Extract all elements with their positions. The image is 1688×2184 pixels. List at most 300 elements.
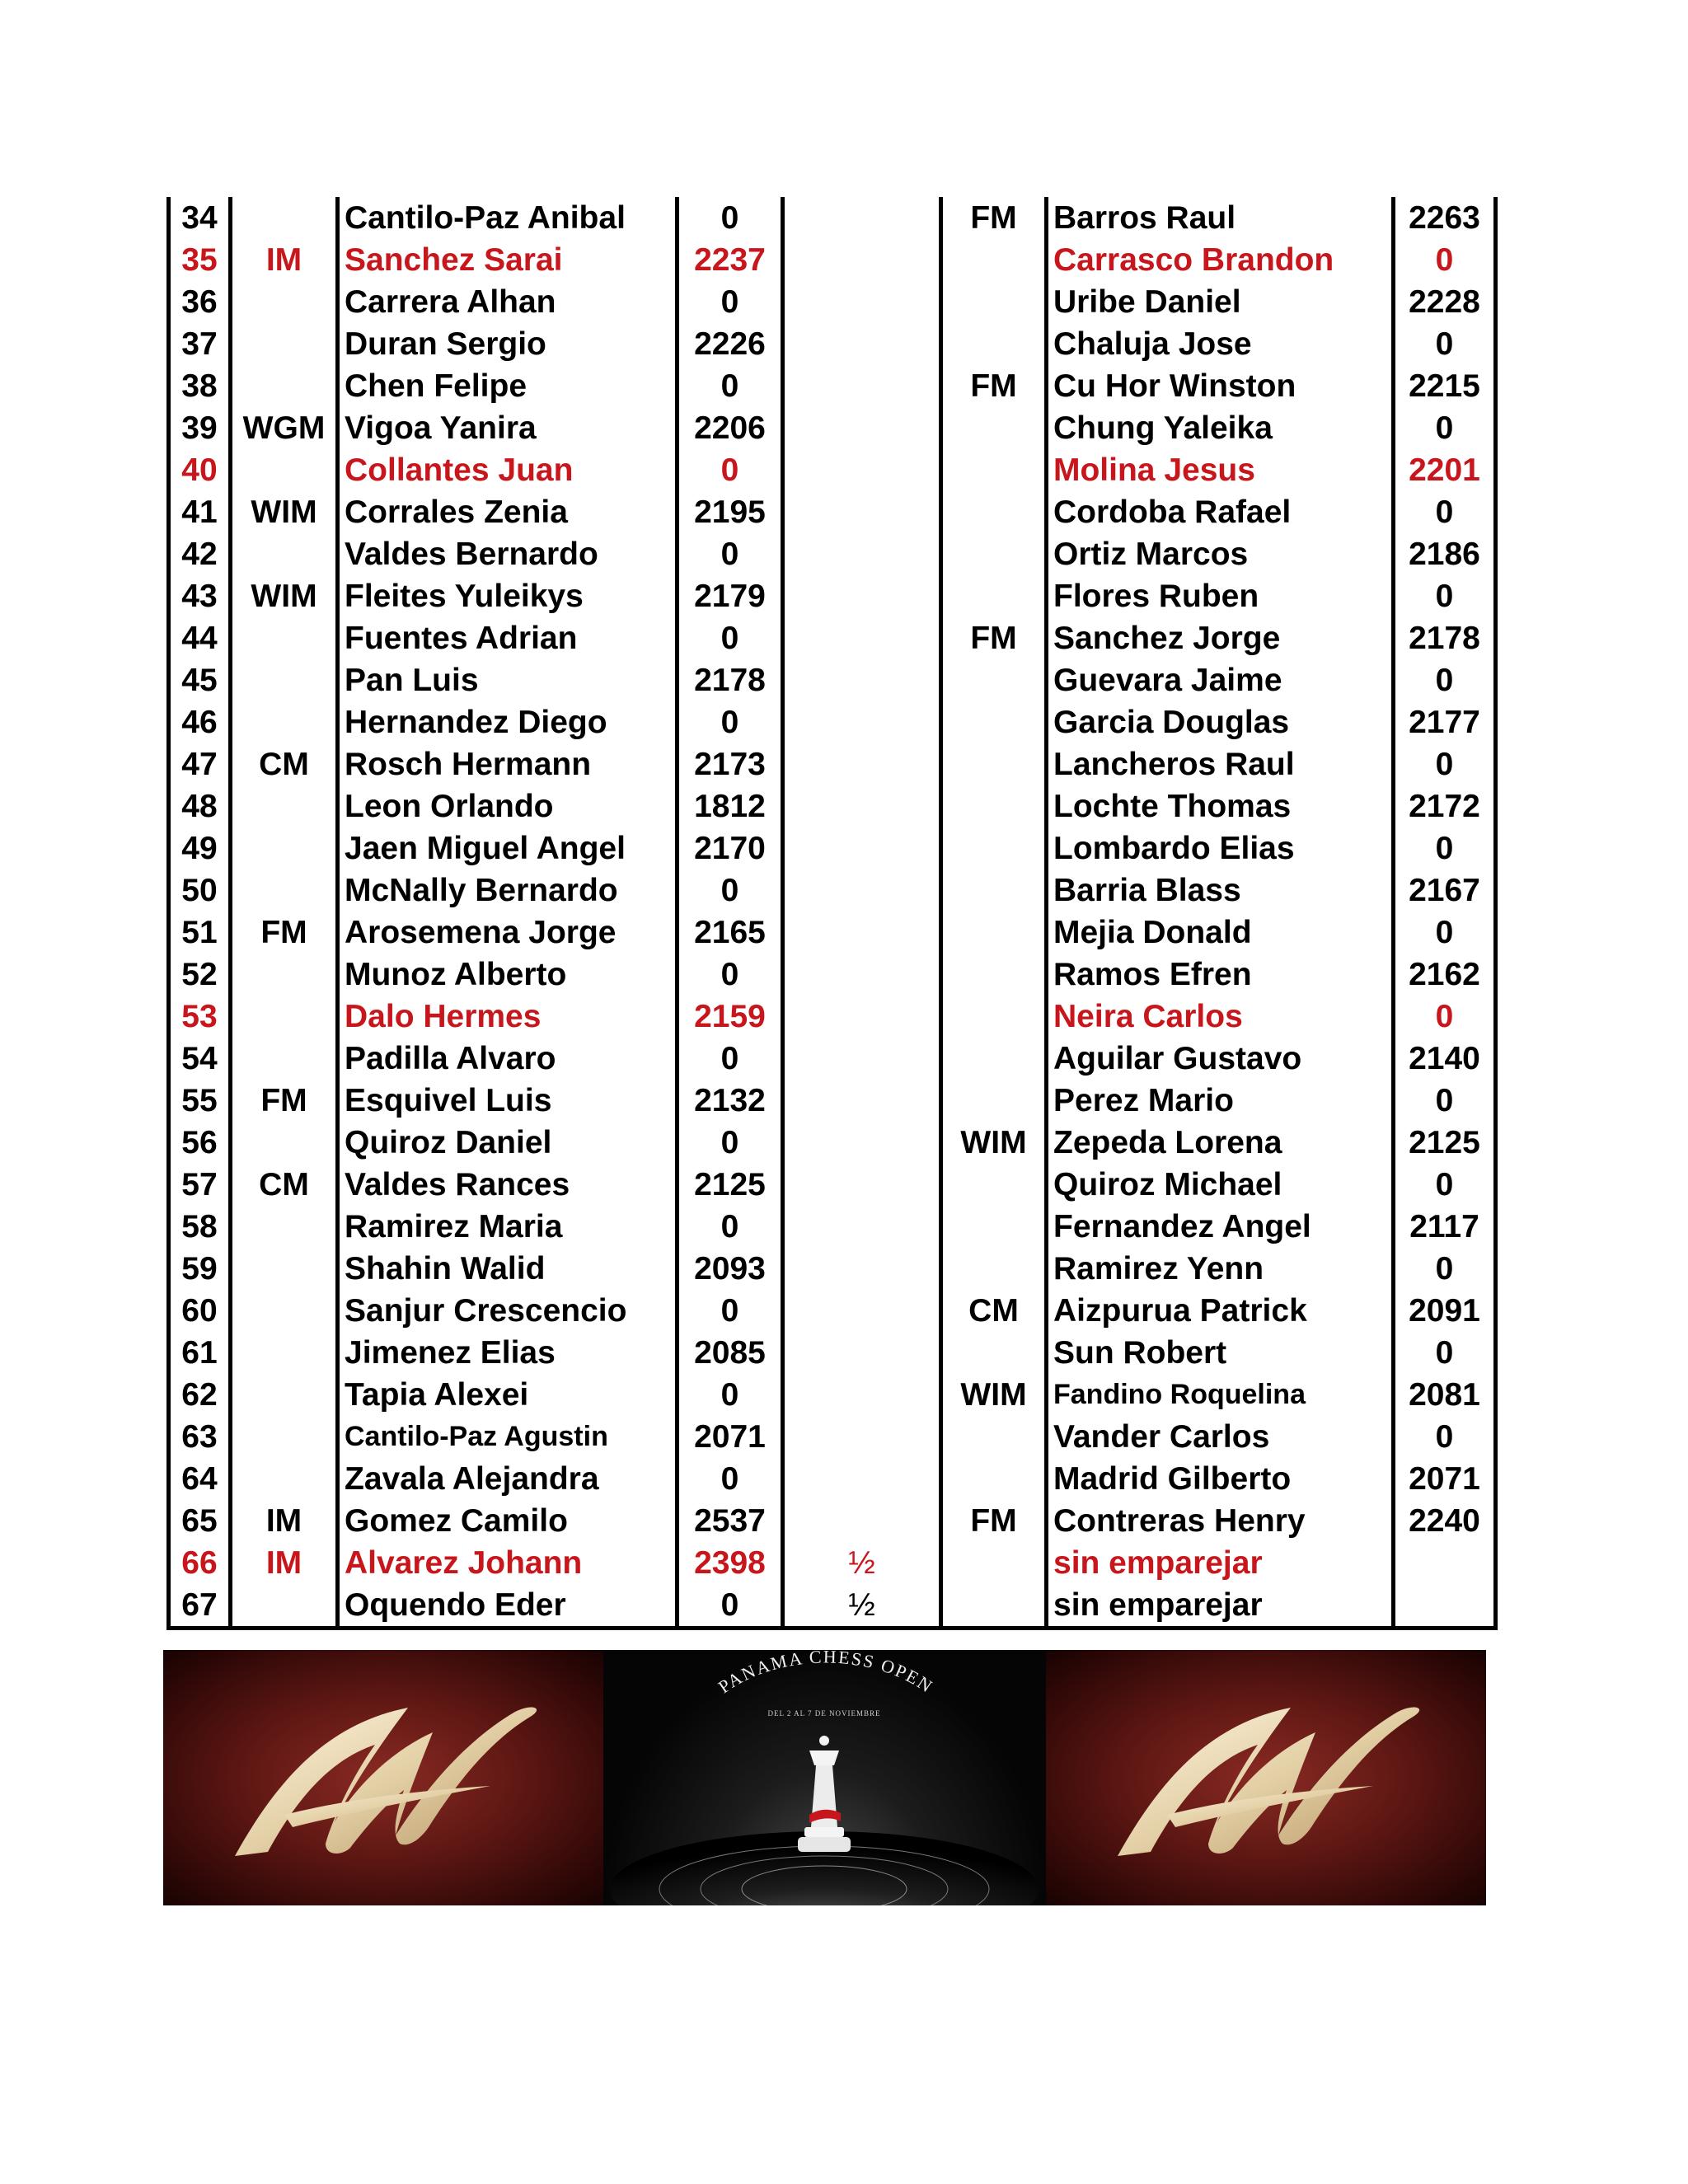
tournament-banner xyxy=(163,1650,1486,1905)
white-player: Jaen Miguel Angel xyxy=(338,827,678,869)
result xyxy=(783,1416,941,1458)
white-rating: 0 xyxy=(678,1458,783,1500)
black-player: Contreras Henry xyxy=(1047,1500,1394,1542)
pairing-row xyxy=(169,912,1496,954)
black-player: Chung Yaleika xyxy=(1047,407,1394,449)
pairing-row xyxy=(169,1458,1496,1500)
board-number: 53 xyxy=(169,996,231,1038)
board-number: 49 xyxy=(169,827,231,869)
result xyxy=(783,869,941,912)
pairing-row xyxy=(169,1206,1496,1248)
board-number: 58 xyxy=(169,1206,231,1248)
board-number: 65 xyxy=(169,1500,231,1542)
white-title xyxy=(231,1332,338,1374)
result xyxy=(783,1080,941,1122)
white-player: Collantes Juan xyxy=(338,449,678,491)
board-number: 40 xyxy=(169,449,231,491)
pairing-row xyxy=(169,617,1496,659)
white-player: Esquivel Luis xyxy=(338,1080,678,1122)
white-title: WGM xyxy=(231,407,338,449)
pairing-row xyxy=(169,365,1496,407)
black-title xyxy=(941,954,1047,996)
white-rating: 0 xyxy=(678,449,783,491)
result xyxy=(783,827,941,869)
black-rating xyxy=(1394,1584,1496,1629)
black-rating: 0 xyxy=(1394,1332,1496,1374)
board-number: 60 xyxy=(169,1290,231,1332)
white-title: FM xyxy=(231,912,338,954)
white-title xyxy=(231,197,338,239)
white-title: IM xyxy=(231,1500,338,1542)
white-title xyxy=(231,996,338,1038)
white-player: Rosch Hermann xyxy=(338,743,678,785)
black-player: Garcia Douglas xyxy=(1047,701,1394,743)
black-title xyxy=(941,1206,1047,1248)
black-player: Sanchez Jorge xyxy=(1047,617,1394,659)
white-rating: 0 xyxy=(678,1290,783,1332)
white-title xyxy=(231,449,338,491)
white-rating: 2195 xyxy=(678,491,783,533)
white-player: Munoz Alberto xyxy=(338,954,678,996)
black-player: Ortiz Marcos xyxy=(1047,533,1394,575)
black-player: Ramirez Yenn xyxy=(1047,1248,1394,1290)
white-title xyxy=(231,659,338,701)
white-player: Cantilo-Paz Agustin xyxy=(338,1416,678,1458)
result xyxy=(783,239,941,281)
pairing-row xyxy=(169,659,1496,701)
pairing-row xyxy=(169,827,1496,869)
result xyxy=(783,1374,941,1416)
white-player: Leon Orlando xyxy=(338,785,678,827)
black-player: Sun Robert xyxy=(1047,1332,1394,1374)
black-player: Fandino Roquelina xyxy=(1047,1374,1394,1416)
white-rating: 2226 xyxy=(678,323,783,365)
white-player: Dalo Hermes xyxy=(338,996,678,1038)
white-player: Ramirez Maria xyxy=(338,1206,678,1248)
board-number: 39 xyxy=(169,407,231,449)
black-rating: 2140 xyxy=(1394,1038,1496,1080)
white-title xyxy=(231,954,338,996)
white-rating: 0 xyxy=(678,197,783,239)
black-title: FM xyxy=(941,1500,1047,1542)
white-player: Padilla Alvaro xyxy=(338,1038,678,1080)
svg-text:PANAMA CHESS OPEN: PANAMA CHESS OPEN xyxy=(714,1650,938,1698)
board-number: 43 xyxy=(169,575,231,617)
white-rating: 2071 xyxy=(678,1416,783,1458)
black-title: FM xyxy=(941,617,1047,659)
black-rating: 2091 xyxy=(1394,1290,1496,1332)
white-player: Valdes Rances xyxy=(338,1164,678,1206)
white-title: WIM xyxy=(231,575,338,617)
result xyxy=(783,575,941,617)
black-player: Lancheros Raul xyxy=(1047,743,1394,785)
result xyxy=(783,1458,941,1500)
black-player: Guevara Jaime xyxy=(1047,659,1394,701)
board-number: 44 xyxy=(169,617,231,659)
black-rating: 2167 xyxy=(1394,869,1496,912)
board-number: 59 xyxy=(169,1248,231,1290)
board-number: 47 xyxy=(169,743,231,785)
black-player: sin emparejar xyxy=(1047,1584,1394,1629)
black-player: Flores Ruben xyxy=(1047,575,1394,617)
black-rating: 2125 xyxy=(1394,1122,1496,1164)
white-player: Vigoa Yanira xyxy=(338,407,678,449)
white-player: Zavala Alejandra xyxy=(338,1458,678,1500)
black-player: Lombardo Elias xyxy=(1047,827,1394,869)
pairing-row xyxy=(169,323,1496,365)
white-player: Alvarez Johann xyxy=(338,1542,678,1584)
white-rating: 0 xyxy=(678,1122,783,1164)
black-title: WIM xyxy=(941,1122,1047,1164)
white-rating: 0 xyxy=(678,701,783,743)
board-number: 42 xyxy=(169,533,231,575)
white-title xyxy=(231,1416,338,1458)
black-rating: 0 xyxy=(1394,996,1496,1038)
white-player: Hernandez Diego xyxy=(338,701,678,743)
black-title xyxy=(941,1542,1047,1584)
result xyxy=(783,701,941,743)
svg-text:DEL 2 AL 7 DE NOVIEMBRE: DEL 2 AL 7 DE NOVIEMBRE xyxy=(767,1709,881,1718)
black-player: Mejia Donald xyxy=(1047,912,1394,954)
white-rating: 0 xyxy=(678,1374,783,1416)
pairing-row xyxy=(169,1374,1496,1416)
board-number: 36 xyxy=(169,281,231,323)
banner-center-panel xyxy=(603,1650,1046,1905)
black-rating: 2177 xyxy=(1394,701,1496,743)
black-player: Lochte Thomas xyxy=(1047,785,1394,827)
pairings-body xyxy=(169,197,1496,1629)
black-title xyxy=(941,1038,1047,1080)
white-rating: 2165 xyxy=(678,912,783,954)
result: ½ xyxy=(783,1542,941,1584)
black-rating: 2081 xyxy=(1394,1374,1496,1416)
pairing-row xyxy=(169,1080,1496,1122)
white-title xyxy=(231,533,338,575)
result xyxy=(783,449,941,491)
av-logo-icon xyxy=(218,1683,548,1872)
result xyxy=(783,912,941,954)
black-player: Aguilar Gustavo xyxy=(1047,1038,1394,1080)
black-player: Molina Jesus xyxy=(1047,449,1394,491)
black-rating: 0 xyxy=(1394,575,1496,617)
white-player: Sanjur Crescencio xyxy=(338,1290,678,1332)
black-title xyxy=(941,575,1047,617)
pairing-row xyxy=(169,533,1496,575)
white-rating: 2206 xyxy=(678,407,783,449)
black-title xyxy=(941,996,1047,1038)
white-rating: 0 xyxy=(678,954,783,996)
black-rating: 2172 xyxy=(1394,785,1496,827)
result xyxy=(783,323,941,365)
board-number: 41 xyxy=(169,491,231,533)
black-player: Vander Carlos xyxy=(1047,1416,1394,1458)
white-player: Jimenez Elias xyxy=(338,1332,678,1374)
white-player: McNally Bernardo xyxy=(338,869,678,912)
white-rating: 2170 xyxy=(678,827,783,869)
result xyxy=(783,617,941,659)
white-rating: 2132 xyxy=(678,1080,783,1122)
banner-left-panel xyxy=(163,1650,603,1905)
result xyxy=(783,954,941,996)
black-rating: 2263 xyxy=(1394,197,1496,239)
white-rating: 0 xyxy=(678,281,783,323)
white-player: Duran Sergio xyxy=(338,323,678,365)
black-title xyxy=(941,701,1047,743)
pairing-row xyxy=(169,407,1496,449)
white-player: Gomez Camilo xyxy=(338,1500,678,1542)
black-title xyxy=(941,533,1047,575)
result xyxy=(783,491,941,533)
board-number: 67 xyxy=(169,1584,231,1629)
result: ½ xyxy=(783,1584,941,1629)
result xyxy=(783,1290,941,1332)
white-rating: 2173 xyxy=(678,743,783,785)
pairing-row xyxy=(169,1164,1496,1206)
black-player: Barros Raul xyxy=(1047,197,1394,239)
white-title: CM xyxy=(231,743,338,785)
pairing-row xyxy=(169,743,1496,785)
black-player: Cu Hor Winston xyxy=(1047,365,1394,407)
black-title xyxy=(941,323,1047,365)
pairing-row xyxy=(169,281,1496,323)
result xyxy=(783,659,941,701)
white-rating: 2179 xyxy=(678,575,783,617)
white-player: Fuentes Adrian xyxy=(338,617,678,659)
black-title xyxy=(941,1416,1047,1458)
black-player: Zepeda Lorena xyxy=(1047,1122,1394,1164)
white-title xyxy=(231,1122,338,1164)
pairing-row xyxy=(169,996,1496,1038)
black-rating: 0 xyxy=(1394,407,1496,449)
result xyxy=(783,365,941,407)
white-title xyxy=(231,1458,338,1500)
pairing-row xyxy=(169,239,1496,281)
black-rating: 2228 xyxy=(1394,281,1496,323)
result xyxy=(783,996,941,1038)
board-number: 52 xyxy=(169,954,231,996)
board-number: 63 xyxy=(169,1416,231,1458)
white-title: FM xyxy=(231,1080,338,1122)
pairing-row xyxy=(169,954,1496,996)
white-player: Pan Luis xyxy=(338,659,678,701)
result xyxy=(783,1122,941,1164)
black-player: Cordoba Rafael xyxy=(1047,491,1394,533)
black-rating: 0 xyxy=(1394,1416,1496,1458)
black-rating: 0 xyxy=(1394,323,1496,365)
pairing-row xyxy=(169,1584,1496,1629)
pairing-row xyxy=(169,701,1496,743)
black-title xyxy=(941,239,1047,281)
black-title xyxy=(941,1080,1047,1122)
black-rating: 0 xyxy=(1394,912,1496,954)
white-title xyxy=(231,1374,338,1416)
result xyxy=(783,1038,941,1080)
white-rating: 2125 xyxy=(678,1164,783,1206)
black-title xyxy=(941,491,1047,533)
pairing-row xyxy=(169,785,1496,827)
banner-right-panel xyxy=(1046,1650,1486,1905)
white-player: Tapia Alexei xyxy=(338,1374,678,1416)
black-title xyxy=(941,449,1047,491)
black-title xyxy=(941,1584,1047,1629)
result xyxy=(783,1500,941,1542)
black-player: Aizpurua Patrick xyxy=(1047,1290,1394,1332)
black-title xyxy=(941,659,1047,701)
white-rating: 0 xyxy=(678,1206,783,1248)
black-player: Fernandez Angel xyxy=(1047,1206,1394,1248)
white-player: Fleites Yuleikys xyxy=(338,575,678,617)
black-title: FM xyxy=(941,365,1047,407)
pairing-row xyxy=(169,1038,1496,1080)
black-title: FM xyxy=(941,197,1047,239)
black-rating: 2178 xyxy=(1394,617,1496,659)
white-rating: 0 xyxy=(678,869,783,912)
pairing-row xyxy=(169,197,1496,239)
white-title: CM xyxy=(231,1164,338,1206)
result xyxy=(783,533,941,575)
white-title xyxy=(231,1038,338,1080)
board-number: 54 xyxy=(169,1038,231,1080)
pairing-row xyxy=(169,1332,1496,1374)
white-title xyxy=(231,617,338,659)
white-title: WIM xyxy=(231,491,338,533)
black-title xyxy=(941,1164,1047,1206)
result xyxy=(783,743,941,785)
white-title xyxy=(231,1290,338,1332)
board-number: 34 xyxy=(169,197,231,239)
white-player: Sanchez Sarai xyxy=(338,239,678,281)
white-rating: 2237 xyxy=(678,239,783,281)
white-player: Oquendo Eder xyxy=(338,1584,678,1629)
result xyxy=(783,785,941,827)
board-number: 48 xyxy=(169,785,231,827)
board-number: 50 xyxy=(169,869,231,912)
black-rating: 2071 xyxy=(1394,1458,1496,1500)
white-title xyxy=(231,869,338,912)
white-player: Arosemena Jorge xyxy=(338,912,678,954)
white-player: Cantilo-Paz Anibal xyxy=(338,197,678,239)
white-title xyxy=(231,1248,338,1290)
black-player: Carrasco Brandon xyxy=(1047,239,1394,281)
white-rating: 0 xyxy=(678,617,783,659)
pairing-row xyxy=(169,1290,1496,1332)
black-title xyxy=(941,1248,1047,1290)
white-rating: 2159 xyxy=(678,996,783,1038)
white-rating: 2398 xyxy=(678,1542,783,1584)
pairing-row xyxy=(169,449,1496,491)
white-title xyxy=(231,1206,338,1248)
white-player: Quiroz Daniel xyxy=(338,1122,678,1164)
black-player: Neira Carlos xyxy=(1047,996,1394,1038)
black-player: Quiroz Michael xyxy=(1047,1164,1394,1206)
white-rating: 2085 xyxy=(678,1332,783,1374)
white-player: Corrales Zenia xyxy=(338,491,678,533)
white-title xyxy=(231,323,338,365)
white-title xyxy=(231,827,338,869)
chess-open-seal xyxy=(603,1650,1046,1905)
board-number: 46 xyxy=(169,701,231,743)
black-title xyxy=(941,407,1047,449)
result xyxy=(783,1206,941,1248)
black-title xyxy=(941,1332,1047,1374)
black-rating: 0 xyxy=(1394,659,1496,701)
white-rating: 2537 xyxy=(678,1500,783,1542)
result xyxy=(783,1164,941,1206)
black-rating: 0 xyxy=(1394,827,1496,869)
white-rating: 1812 xyxy=(678,785,783,827)
black-title xyxy=(941,785,1047,827)
board-number: 57 xyxy=(169,1164,231,1206)
black-rating: 2201 xyxy=(1394,449,1496,491)
black-player: Chaluja Jose xyxy=(1047,323,1394,365)
pairing-row xyxy=(169,1500,1496,1542)
white-title xyxy=(231,281,338,323)
white-player: Carrera Alhan xyxy=(338,281,678,323)
black-title: CM xyxy=(941,1290,1047,1332)
board-number: 56 xyxy=(169,1122,231,1164)
black-title xyxy=(941,869,1047,912)
board-number: 38 xyxy=(169,365,231,407)
black-rating: 2117 xyxy=(1394,1206,1496,1248)
black-title: WIM xyxy=(941,1374,1047,1416)
black-title xyxy=(941,912,1047,954)
white-title xyxy=(231,1584,338,1629)
white-rating: 0 xyxy=(678,365,783,407)
av-logo-icon xyxy=(1101,1683,1431,1872)
black-rating: 0 xyxy=(1394,1248,1496,1290)
pairing-row xyxy=(169,1416,1496,1458)
black-title xyxy=(941,827,1047,869)
white-rating: 2178 xyxy=(678,659,783,701)
pairing-row xyxy=(169,491,1496,533)
pairing-row xyxy=(169,575,1496,617)
result xyxy=(783,1332,941,1374)
black-rating xyxy=(1394,1542,1496,1584)
black-rating: 0 xyxy=(1394,743,1496,785)
board-number: 51 xyxy=(169,912,231,954)
black-rating: 2162 xyxy=(1394,954,1496,996)
white-player: Shahin Walid xyxy=(338,1248,678,1290)
black-title xyxy=(941,281,1047,323)
board-number: 66 xyxy=(169,1542,231,1584)
black-rating: 0 xyxy=(1394,1164,1496,1206)
board-number: 64 xyxy=(169,1458,231,1500)
pairing-row xyxy=(169,869,1496,912)
result xyxy=(783,407,941,449)
result xyxy=(783,281,941,323)
black-player: Madrid Gilberto xyxy=(1047,1458,1394,1500)
black-rating: 0 xyxy=(1394,239,1496,281)
white-title: IM xyxy=(231,1542,338,1584)
white-title xyxy=(231,785,338,827)
white-player: Chen Felipe xyxy=(338,365,678,407)
chess-queen-icon xyxy=(798,1736,851,1852)
white-rating: 0 xyxy=(678,1038,783,1080)
black-player: Perez Mario xyxy=(1047,1080,1394,1122)
white-title xyxy=(231,365,338,407)
black-title xyxy=(941,743,1047,785)
black-rating: 0 xyxy=(1394,1080,1496,1122)
board-number: 37 xyxy=(169,323,231,365)
board-number: 35 xyxy=(169,239,231,281)
black-player: Ramos Efren xyxy=(1047,954,1394,996)
white-rating: 0 xyxy=(678,533,783,575)
black-title xyxy=(941,1458,1047,1500)
black-rating: 2215 xyxy=(1394,365,1496,407)
white-rating: 2093 xyxy=(678,1248,783,1290)
result xyxy=(783,197,941,239)
result xyxy=(783,1248,941,1290)
